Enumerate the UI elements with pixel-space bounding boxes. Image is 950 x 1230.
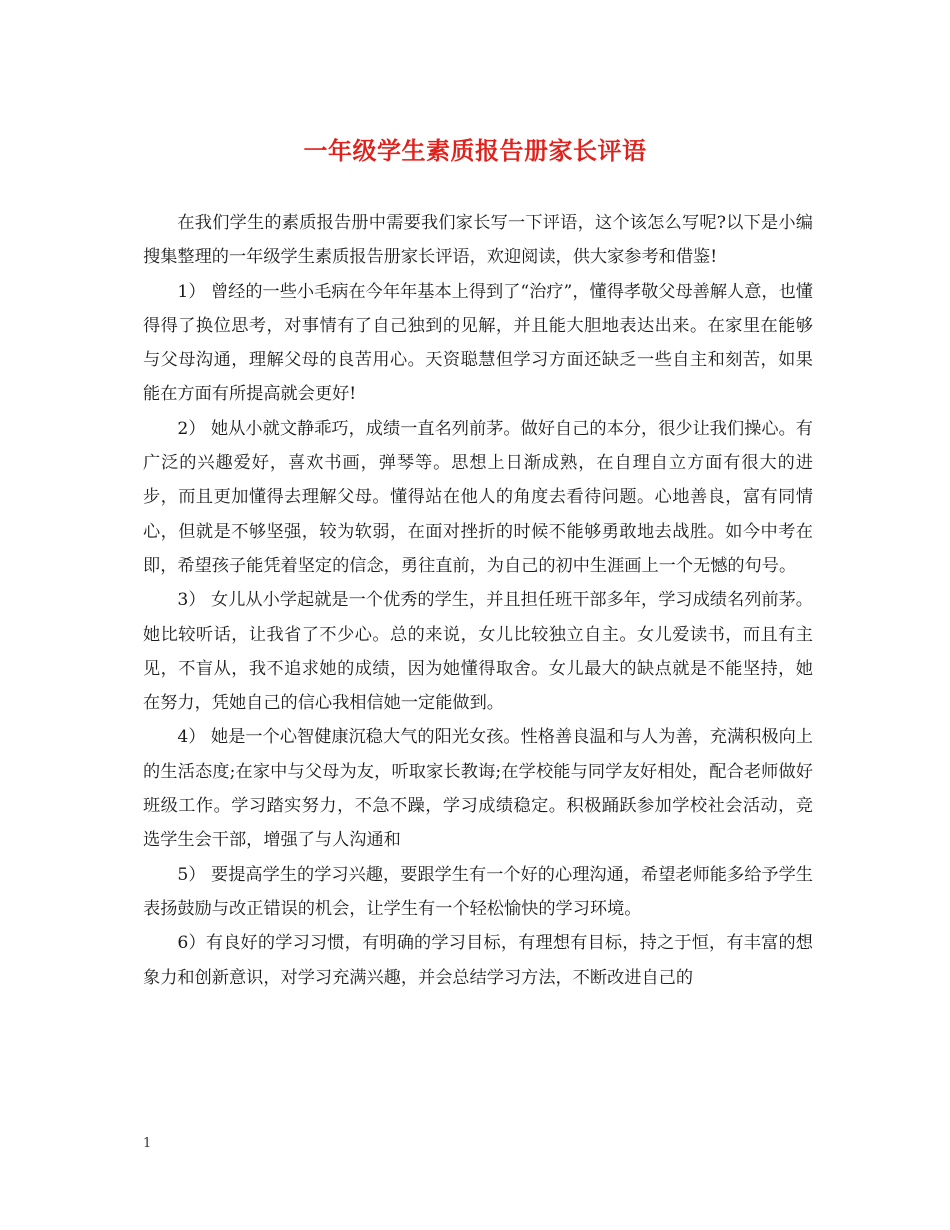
comment-paragraph-2: 2） 她从小就文静乖巧，成绩一直名列前茅。做好自己的本分，很少让我们操心。有广泛的兴趣爱好，喜欢书画，弹琴等。思想上日渐成熟，在自理自立方面有很大的进步，而且更加懂得去理解父母。懂得站在他人的角度去看待问题。心地善良，富有同情心，但就是不够坚强，较为软弱，在面对挫折的时候不能够勇敢地去战胜。如今中考在即，希望孩子能凭着坚定的信念，勇往直前，为自己的初中生涯画上一个无憾的句号。 bbox=[143, 418, 813, 576]
document-body bbox=[143, 206, 813, 995]
comment-paragraph-1: 1） 曾经的一些小毛病在今年年基本上得到了“治疗”，懂得孝敬父母善解人意，也懂得得了换位思考，对事情有了自己独到的见解，并且能大胆地表达出来。在家里在能够与父母沟通，理解父母的良苦用心。天资聪慧但学习方面还缺乏一些自主和刻苦，如果能在方面有所提高就会更好! bbox=[143, 281, 813, 405]
comment-paragraph-4: 4） 她是一个心智健康沉稳大气的阳光女孩。性格善良温和与人为善，充满积极向上的生活态度;在家中与父母为友，听取家长教诲;在学校能与同学友好相处，配合老师做好班级工作。学习踏实努力，不急不躁，学习成绩稳定。积极踊跃参加学校社会活动，竞选学生会干部，增强了与人沟通和 bbox=[143, 727, 813, 851]
intro-paragraph: 在我们学生的素质报告册中需要我们家长写一下评语，这个该怎么写呢?以下是小编搜集整理的一年级学生素质报告册家长评语，欢迎阅读，供大家参考和借鉴! bbox=[143, 213, 813, 268]
document-title: 一年级学生素质报告册家长评语 bbox=[303, 136, 647, 165]
page-number: 1 bbox=[143, 1136, 152, 1151]
comment-paragraph-6: 6）有良好的学习习惯，有明确的学习目标，有理想有目标，持之于恒，有丰富的想象力和创新意识，对学习充满兴趣，并会总结学习方法，不断改进自己的 bbox=[143, 933, 813, 988]
comment-paragraph-5: 5） 要提高学生的学习兴趣，要跟学生有一个好的心理沟通，希望老师能多给予学生表扬鼓励与改正错误的机会，让学生有一个轻松愉快的学习环境。 bbox=[143, 864, 813, 919]
comment-paragraph-3: 3） 女儿从小学起就是一个优秀的学生，并且担任班干部多年，学习成绩名列前茅。她比较听话，让我省了不少心。总的来说，女儿比较独立自主。女儿爱读书，而且有主见，不盲从，我不追求她的成绩，因为她懂得取舍。女儿最大的缺点就是不能坚持，她在努力，凭她自己的信心我相信她一定能做到。 bbox=[143, 590, 813, 714]
